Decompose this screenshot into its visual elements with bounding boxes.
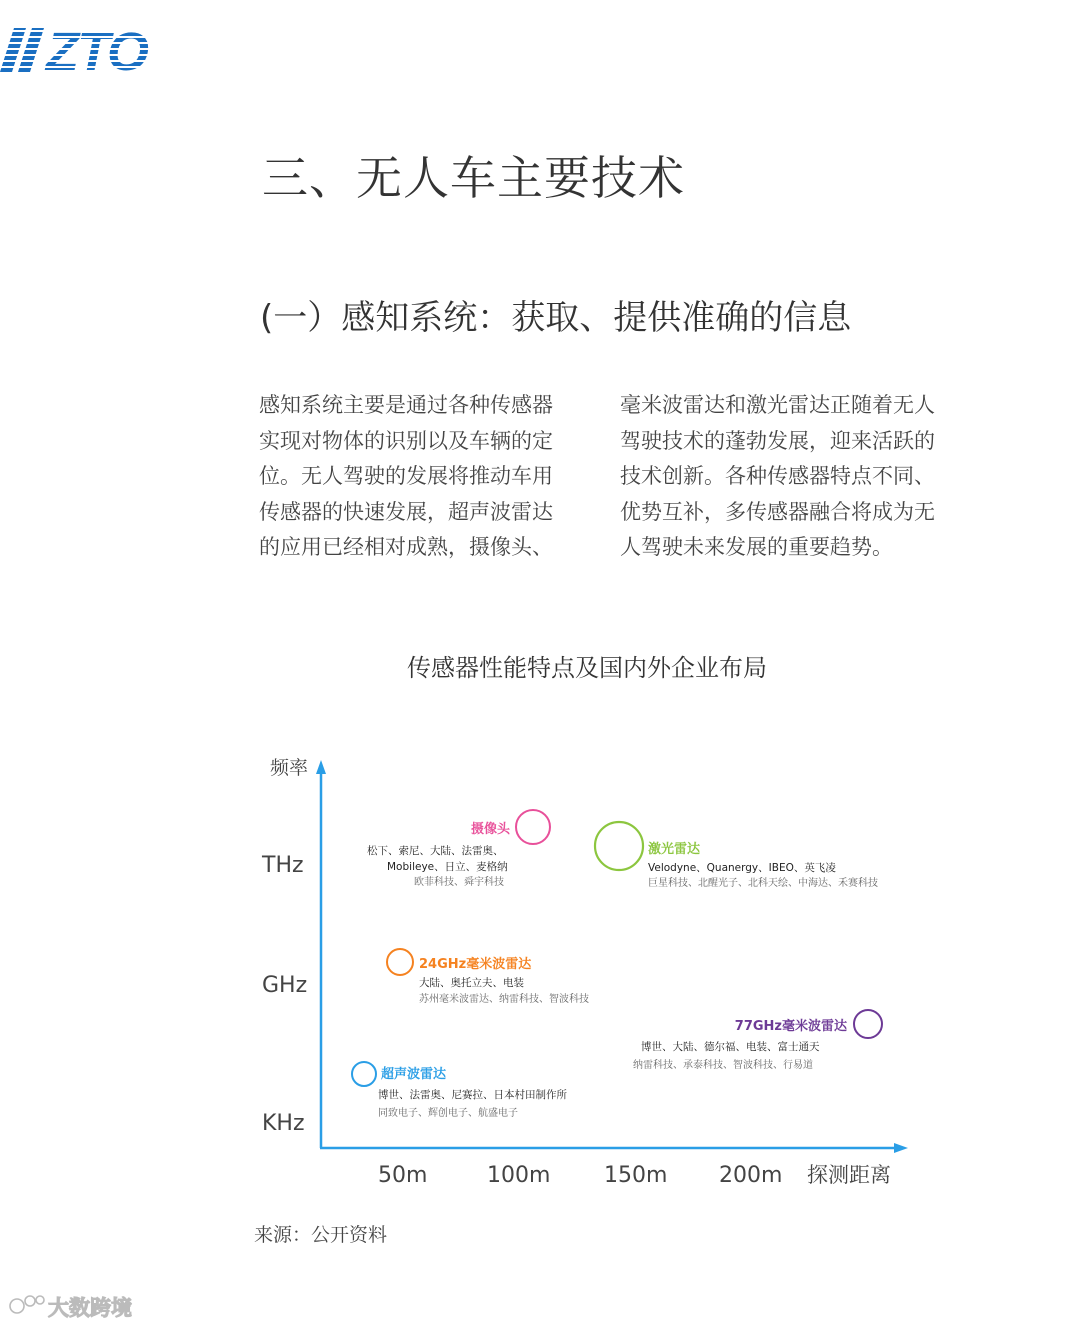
body-line: 位。无人驾驶的发展将推动车用 xyxy=(259,464,553,488)
body-line: 的应用已经相对成熟，摄像头、 xyxy=(259,535,553,559)
watermark-ring xyxy=(25,1296,35,1306)
y-tick-label: THz xyxy=(262,853,304,878)
lidar-point xyxy=(595,822,878,889)
y-tick-label: GHz xyxy=(262,973,308,998)
point-name: 超声波雷达 xyxy=(381,1067,447,1082)
point-marker xyxy=(854,1010,882,1038)
point-foreign: 博世、大陆、德尔福、电装、富士通天 xyxy=(641,1041,820,1053)
watermark-text: 大数跨境 xyxy=(48,1296,132,1320)
body-line: 感知系统主要是通过各种传感器 xyxy=(259,393,553,417)
body-line: 传感器的快速发展，超声波雷达 xyxy=(259,499,553,524)
point-domestic: 欧菲科技、舜宇科技 xyxy=(414,877,504,888)
watermark-ring xyxy=(36,1296,44,1304)
body-line: 优势互补，多传感器融合将成为无 xyxy=(620,499,935,524)
y-tick-label: KHz xyxy=(262,1111,305,1136)
point-domestic: 巨星科技、北醒光子、北科天绘、中海达、禾赛科技 xyxy=(648,878,878,889)
watermark-icon xyxy=(8,1292,48,1318)
point-name: 77GHz毫米波雷达 xyxy=(734,1019,847,1034)
logo-text: ZTO xyxy=(46,26,147,74)
x-axis-label: 探测距离 xyxy=(807,1163,891,1187)
x-axis-arrow xyxy=(894,1143,908,1153)
watermark-ring xyxy=(10,1299,24,1313)
point-name: 摄像头 xyxy=(470,822,510,837)
point-foreign: 大陆、奥托立夫、电装 xyxy=(419,977,524,989)
point-domestic: 同致电子、辉创电子、航盛电子 xyxy=(378,1108,518,1119)
x-tick-label: 50m xyxy=(378,1163,428,1188)
y-axis-arrow xyxy=(316,760,326,774)
point-name: 激光雷达 xyxy=(648,842,701,857)
point-name: 24GHz毫米波雷达 xyxy=(419,957,532,972)
point-marker xyxy=(352,1062,376,1086)
point-foreign: 博世、法雷奥、尼赛拉、日本村田制作所 xyxy=(378,1089,567,1101)
page-heading: 三、无人车主要技术 xyxy=(262,151,685,205)
point-marker xyxy=(595,822,643,870)
point-foreign: Mobileye、日立、麦格纳 xyxy=(387,861,508,873)
body-line: 实现对物体的识别以及车辆的定 xyxy=(259,428,553,453)
body-line: 驾驶技术的蓬勃发展，迎来活跃的 xyxy=(620,428,935,453)
x-tick-label: 100m xyxy=(487,1163,551,1188)
camera-point xyxy=(367,810,550,888)
y-axis-label: 频率 xyxy=(270,757,309,779)
section-subheading: (一）感知系统：获取、提供准确的信息 xyxy=(260,298,852,338)
x-tick-label: 200m xyxy=(719,1163,783,1188)
radar-77ghz-point xyxy=(633,1010,882,1071)
source-note: 来源：公开资料 xyxy=(254,1224,388,1246)
x-tick-label: 150m xyxy=(604,1163,668,1188)
radar-24ghz-point xyxy=(387,949,589,1005)
chart-title: 传感器性能特点及国内外企业布局 xyxy=(407,654,767,682)
point-foreign: 松下、索尼、大陆、法雷奥、 xyxy=(367,845,504,857)
body-line: 人驾驶未来发展的重要趋势。 xyxy=(620,535,893,559)
point-marker xyxy=(516,810,550,844)
point-domestic: 苏州毫米波雷达、纳雷科技、智波科技 xyxy=(419,994,589,1005)
point-marker xyxy=(387,949,413,975)
body-line: 毫米波雷达和激光雷达正随着无人 xyxy=(620,393,935,417)
body-line: 技术创新。各种传感器特点不同、 xyxy=(620,464,935,488)
ultrasonic-point xyxy=(352,1062,567,1119)
point-foreign: Velodyne、Quanergy、IBEO、英飞凌 xyxy=(648,862,836,874)
point-domestic: 纳雷科技、承泰科技、智波科技、行易道 xyxy=(633,1060,813,1071)
